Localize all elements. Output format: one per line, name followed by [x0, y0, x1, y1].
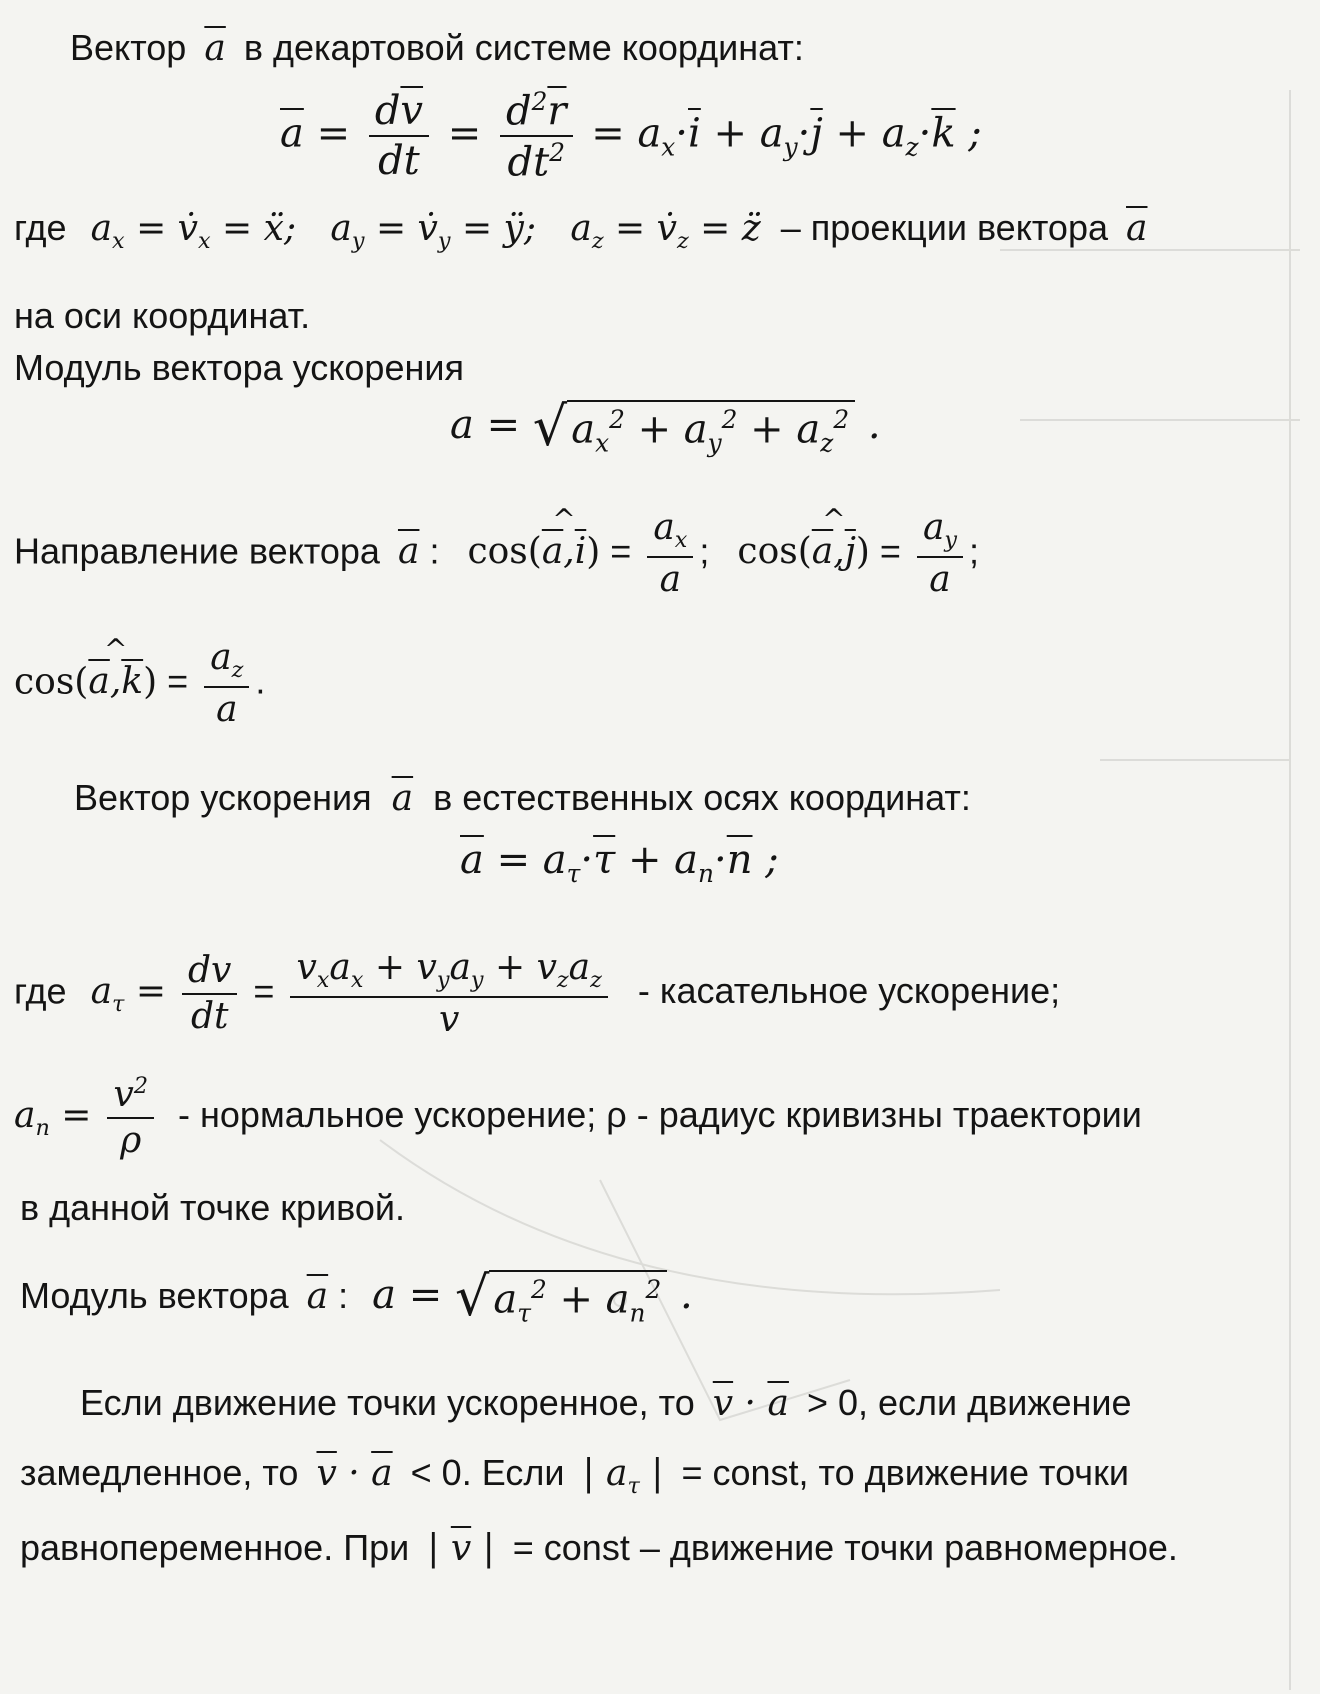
normal-text: - нормальное ускорение; ρ - радиус кривизны траектории — [178, 1093, 1142, 1135]
vector-a-symbol: $\overline{a}$ — [204, 28, 226, 69]
gde-label: где — [14, 207, 67, 248]
direction-label: Направление вектора — [14, 530, 380, 572]
natural-formula: $\overline{a} = a_\tau\cdot\overline{\tau} + a_n\cdot\overline{n}$ ; — [460, 837, 779, 888]
direction-k-line: cos(^ $\overline{a},\overline{k}$) = $\frac{a_z}{a}$ . — [14, 640, 265, 728]
decel-line: замедленное, то $\overline{v} \cdot \overline{a} < 0$. Если | $a_\tau$ | = const, то движение точки — [20, 1452, 1129, 1500]
tangential-line: где $a_\tau$ = $\frac{dv}{dt}$ = $\frac{v_xa_x + v_ya_y + v_za_z}{v}$ - касательное ускорение; — [14, 947, 1061, 1040]
gde-label-2: где — [14, 970, 67, 1012]
natural-text-a: Вектор ускорения — [74, 777, 372, 818]
intro-text-a: Вектор — [70, 27, 187, 68]
modulus-heading: Модуль вектора ускорения — [14, 347, 464, 388]
accel-line: Если движение точки ускоренное, то $\overline{v} \cdot \overline{a} > 0$, если движение — [80, 1382, 1132, 1424]
decel-text-2: < 0. Если — [410, 1452, 565, 1493]
intro-line — [70, 27, 804, 69]
decel-text-3: = const, то движение точки — [681, 1452, 1129, 1493]
uniform-line: равнопеременное. При | $\overline{v}$ | = const – движение точки равномерное. — [20, 1527, 1178, 1569]
normal-line: $a_n$ = $\frac{v^2}{\rho}$ - нормальное ускорение; ρ - радиус кривизны траектории — [14, 1073, 1142, 1161]
na-osi-text: на оси координат. — [14, 295, 311, 336]
direction-line: Направление вектора $\overline{a}$ : cos(^ $\overline{a},\overline{i}$) = $\frac{a_x}{a}$ ; cos(^ $\overline{a},\overline{j}$) = $\frac{a_y}{a}$ ; — [14, 510, 979, 598]
uniform-text-1: равнопеременное. При — [20, 1527, 410, 1568]
modulus-natural-line: Модуль вектора $\overline{a}$ : a = √ $a_\tau^2 + a_n^2$ . — [20, 1265, 693, 1328]
cartesian-formula: $\overline{a}$ = $\frac{d\overline{v}}{dt}$ = $\frac{d^2\overline{r}}{dt^2}$ = $a_x\cdot\overline{i} + a_y\cdot\overline{j} + a_z\cdot\overline{k}$ ; — [280, 87, 982, 186]
decel-text-1: замедленное, то — [20, 1452, 299, 1493]
modulus-formula: a = √ $a_x^2 + a_y^2 + a_z^2$ . — [450, 395, 881, 458]
accel-text-2: > 0, если движение — [806, 1382, 1132, 1423]
projections-line: где $a_x$ = $v̇_x$ = ẍ; $a_y$ = $v̇_y$ = ÿ; $a_z$ = $v̇_z$ = z̈ – проекции вектора $\overline{a}$ — [14, 207, 1148, 255]
intro-text-b: в декартовой системе координат: — [243, 27, 804, 68]
projections-text: – проекции вектора — [780, 207, 1108, 248]
natural-text-b: в естественных осях координат: — [433, 777, 971, 818]
curve-point-text: в данной точке кривой. — [20, 1187, 406, 1228]
modulus-natural-label: Модуль вектора — [20, 1275, 289, 1317]
tangential-text: - касательное ускорение; — [637, 970, 1061, 1012]
natural-axes-line: Вектор ускорения $\overline{a}$ в естественных осях координат: — [74, 777, 971, 819]
accel-text-1: Если движение точки ускоренное, то — [80, 1382, 695, 1423]
uniform-text-2: = const – движение точки равномерное. — [512, 1527, 1178, 1568]
